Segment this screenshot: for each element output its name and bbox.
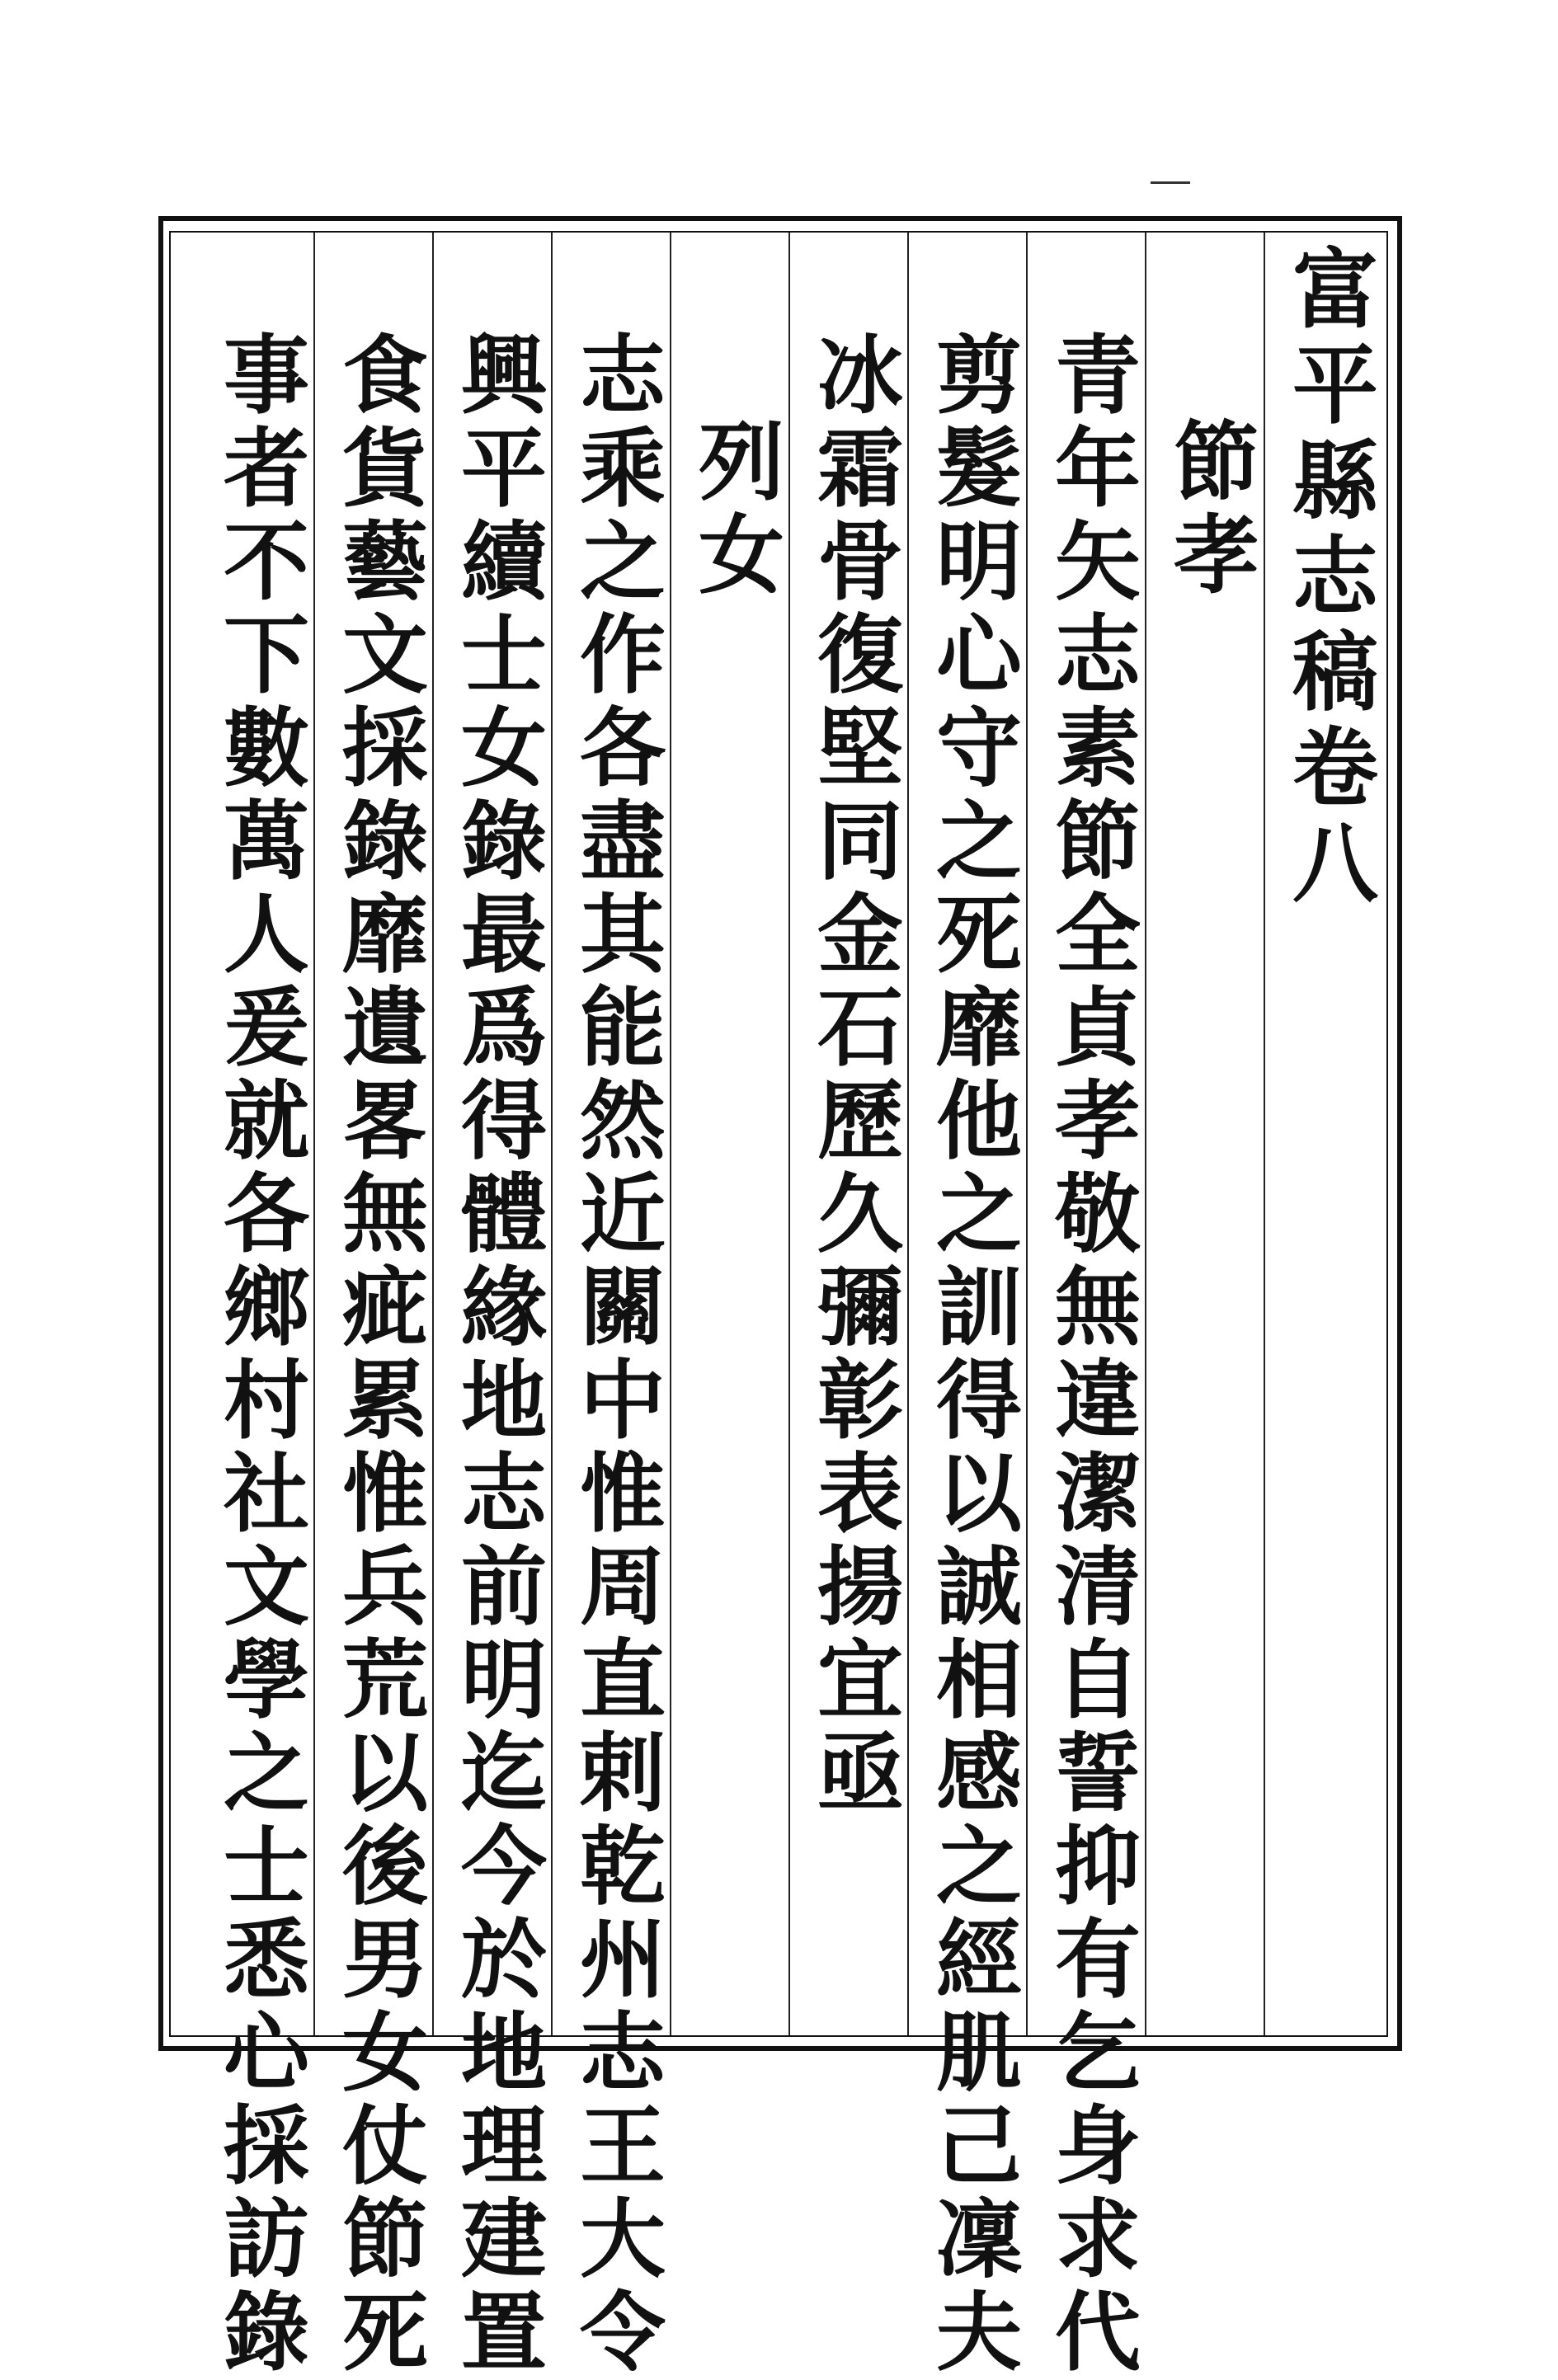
corner-mark — [1151, 181, 1190, 184]
text-column: 事者不下數萬人爰就各鄉村社文學之士悉心採訪錄 — [209, 330, 310, 2380]
text-column: 食貨藝文採錄靡遺畧無疵累惟兵荒以後男女仗節死 — [327, 330, 429, 2380]
section-heading-lienu: 列女 — [684, 416, 785, 603]
text-column: 興平續士女錄最爲得體緣地志前明迄今於地理建置 — [446, 330, 548, 2380]
text-column: 剪髮明心守之死靡他之訓得以誠相感之經肌己凜夫 — [921, 330, 1023, 2380]
page-title: 富平縣志稿卷八 — [1278, 244, 1379, 914]
text-column: 青年矢志素節全貞孝敬無違潔清自誓抑有乞身求代 — [1040, 330, 1141, 2380]
text-column: 志乘之作各盡其能然近關中惟周直剌乾州志王大令 — [565, 330, 666, 2380]
section-heading-jiexiao: 節孝 — [1159, 416, 1260, 603]
text-column: 冰霜骨復堅同金石歷久彌彰表揚宜亟 — [803, 330, 904, 1821]
